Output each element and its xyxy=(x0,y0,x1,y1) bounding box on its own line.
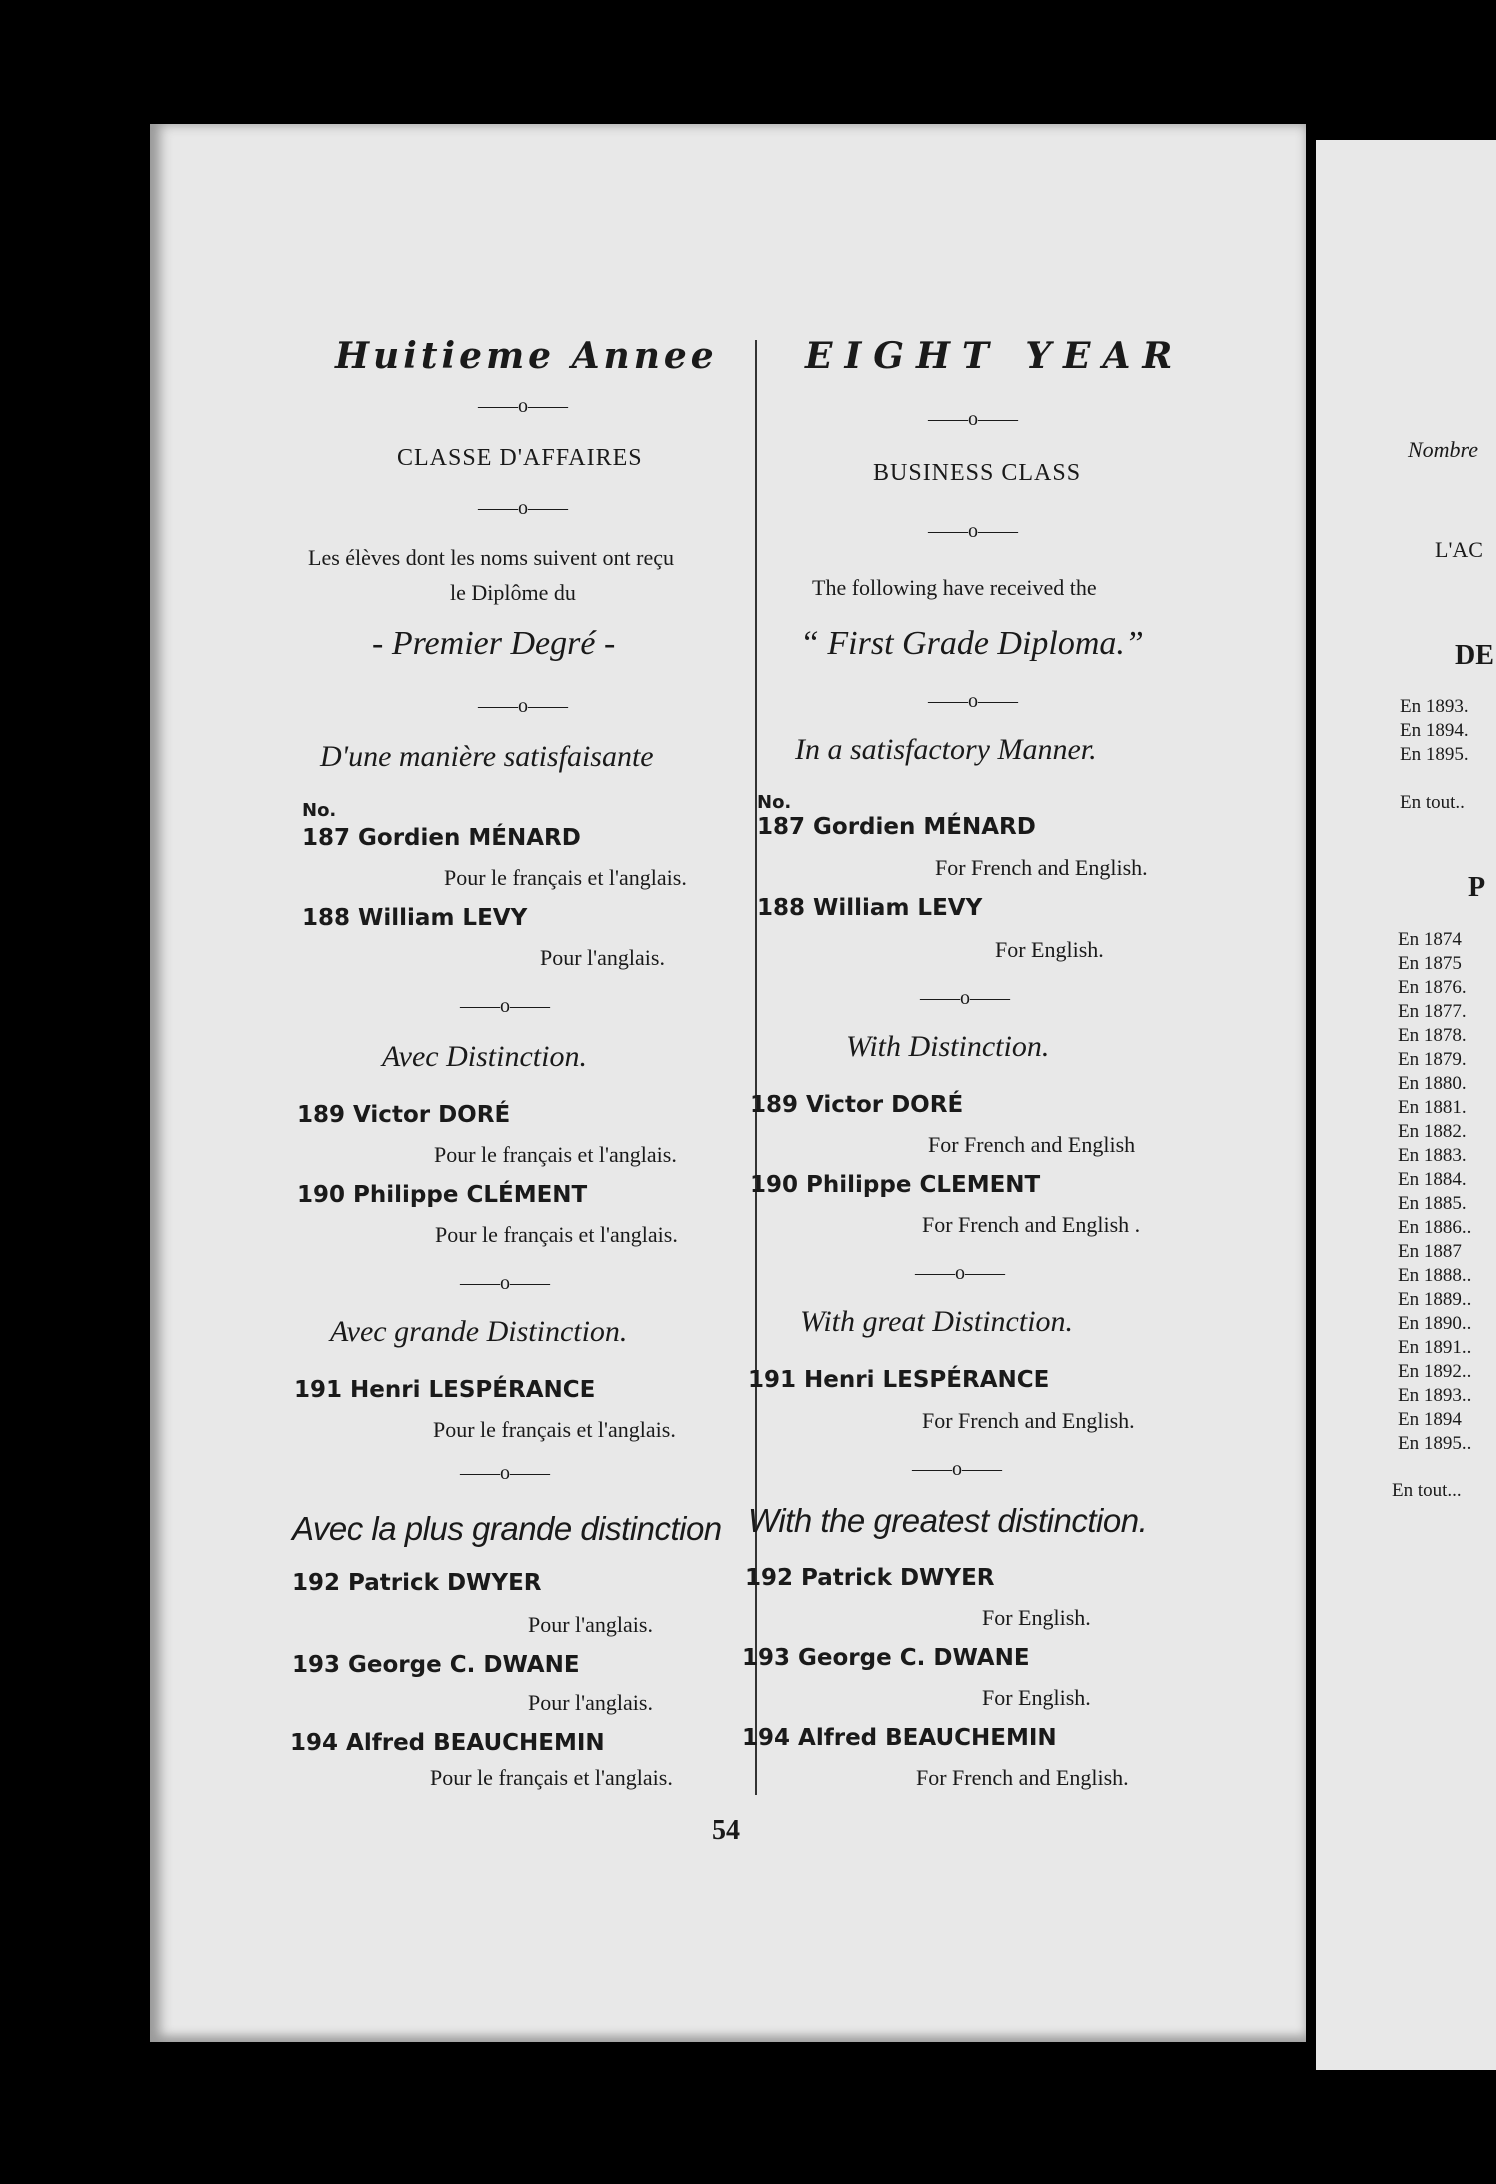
next-page-section: DE xyxy=(1455,640,1494,671)
year-item: En 1895. xyxy=(1400,744,1469,765)
student-note: For French and English. xyxy=(935,855,1148,880)
student-name: George C. DWANE xyxy=(798,1645,1030,1671)
student-entry xyxy=(757,895,982,921)
next-page-subheading: L'AC xyxy=(1435,537,1483,562)
year-item: En 1890.. xyxy=(1398,1313,1472,1334)
student-note: For French and English. xyxy=(916,1765,1129,1790)
student-name: William LEVY xyxy=(358,905,528,931)
student-number: 194 xyxy=(290,1730,339,1756)
student-number: 187 xyxy=(302,825,351,851)
student-note: For English. xyxy=(995,937,1104,962)
rule: ——o—— xyxy=(920,987,1010,1009)
student-entry xyxy=(292,1570,542,1596)
year-item: En 1877. xyxy=(1398,1001,1467,1022)
french-title: Huitieme Annee xyxy=(335,335,718,377)
section-heading: With great Distinction. xyxy=(800,1305,1074,1338)
student-name: Henri LESPÉRANCE xyxy=(350,1377,596,1403)
student-number: 189 xyxy=(297,1102,346,1128)
year-item: En 1895.. xyxy=(1398,1433,1472,1454)
student-note: For French and English xyxy=(928,1132,1136,1157)
year-item: En 1879. xyxy=(1398,1049,1467,1070)
student-entry xyxy=(742,1645,1030,1671)
year-item: En 1875 xyxy=(1398,953,1462,974)
student-entry xyxy=(750,1172,1040,1198)
student-number: 189 xyxy=(750,1092,799,1118)
class-name: BUSINESS CLASS xyxy=(873,460,1082,486)
student-entry xyxy=(742,1725,1057,1751)
student-number: 188 xyxy=(757,895,806,921)
student-name: Henri LESPÉRANCE xyxy=(804,1367,1050,1393)
student-number: 191 xyxy=(748,1367,797,1393)
student-name: Patrick DWYER xyxy=(348,1570,542,1596)
student-entry xyxy=(757,814,1036,840)
rule: ——o—— xyxy=(928,690,1018,712)
student-number: 193 xyxy=(742,1645,791,1671)
student-number: 192 xyxy=(745,1565,794,1591)
number-label: No. xyxy=(302,800,337,821)
year-item: En 1886.. xyxy=(1398,1217,1472,1238)
student-entry xyxy=(302,905,527,931)
student-name: Alfred BEAUCHEMIN xyxy=(346,1730,605,1756)
year-item: En 1880. xyxy=(1398,1073,1467,1094)
section-heading: D'une manière satisfaisante xyxy=(320,740,654,773)
student-name: Gordien MÉNARD xyxy=(813,814,1036,840)
student-note: Pour le français et l'anglais. xyxy=(430,1765,673,1790)
student-number: 190 xyxy=(297,1182,346,1208)
student-note: For English. xyxy=(982,1685,1091,1710)
year-item: En 1888.. xyxy=(1398,1265,1472,1286)
next-page-heading: Nombre xyxy=(1408,437,1479,462)
section-heading: Avec la plus grande distinction xyxy=(292,1510,722,1547)
student-number: 191 xyxy=(294,1377,343,1403)
student-note: Pour l'anglais. xyxy=(540,945,665,970)
student-entry xyxy=(748,1367,1049,1393)
student-number: 194 xyxy=(742,1725,791,1751)
year-item: En 1882. xyxy=(1398,1121,1467,1142)
student-note: For English. xyxy=(982,1605,1091,1630)
student-note: Pour le français et l'anglais. xyxy=(434,1142,677,1167)
year-item: En 1881. xyxy=(1398,1097,1467,1118)
student-name: Victor DORÉ xyxy=(353,1102,511,1128)
rule: ——o—— xyxy=(478,695,568,717)
student-entry xyxy=(294,1377,595,1403)
year-item: En 1889.. xyxy=(1398,1289,1472,1310)
total-label: En tout.. xyxy=(1400,792,1465,813)
rule: ——o—— xyxy=(460,1272,550,1294)
student-entry xyxy=(292,1652,580,1678)
year-item: En 1883. xyxy=(1398,1145,1467,1166)
section-heading: Avec Distinction. xyxy=(382,1040,587,1073)
student-entry xyxy=(745,1565,995,1591)
rule: ——o—— xyxy=(460,995,550,1017)
rule: ——o—— xyxy=(478,497,568,519)
rule: ——o—— xyxy=(912,1458,1002,1480)
student-entry xyxy=(302,825,581,851)
student-entry xyxy=(290,1730,605,1756)
student-name: Victor DORÉ xyxy=(806,1092,964,1118)
student-note: For French and English. xyxy=(922,1408,1135,1433)
student-name: Patrick DWYER xyxy=(801,1565,995,1591)
rule: ——o—— xyxy=(460,1462,550,1484)
section-heading: With the greatest distinction. xyxy=(748,1502,1148,1539)
year-item: En 1876. xyxy=(1398,977,1467,998)
class-name: CLASSE D'AFFAIRES xyxy=(397,445,643,471)
student-number: 190 xyxy=(750,1172,799,1198)
next-page-year-list xyxy=(1398,928,1471,1456)
student-note: Pour l'anglais. xyxy=(528,1612,653,1637)
student-note: Pour le français et l'anglais. xyxy=(444,865,687,890)
section-heading: With Distinction. xyxy=(846,1030,1050,1063)
student-entry xyxy=(750,1092,963,1118)
rule: ——o—— xyxy=(928,408,1018,430)
year-item: En 1894. xyxy=(1400,720,1469,741)
year-item: En 1894 xyxy=(1398,1409,1462,1430)
year-item: En 1893. xyxy=(1400,696,1469,717)
year-item: En 1892.. xyxy=(1398,1361,1472,1382)
intro-text-2: le Diplôme du xyxy=(450,580,576,605)
section-heading: Avec grande Distinction. xyxy=(330,1315,628,1348)
student-name: William LEVY xyxy=(813,895,983,921)
section-heading: In a satisfactory Manner. xyxy=(795,733,1097,766)
student-number: 187 xyxy=(757,814,806,840)
year-item: En 1887 xyxy=(1398,1241,1462,1262)
rule: ——o—— xyxy=(478,395,568,417)
student-note: For French and English . xyxy=(922,1212,1141,1237)
student-name: Alfred BEAUCHEMIN xyxy=(798,1725,1057,1751)
student-entry xyxy=(297,1102,510,1128)
student-note: Pour le français et l'anglais. xyxy=(433,1417,676,1442)
student-number: 192 xyxy=(292,1570,341,1596)
student-name: Philippe CLÉMENT xyxy=(353,1182,588,1208)
year-item: En 1878. xyxy=(1398,1025,1467,1046)
number-label: No. xyxy=(757,792,792,813)
student-name: Gordien MÉNARD xyxy=(358,825,581,851)
student-number: 193 xyxy=(292,1652,341,1678)
intro-text: The following have received the xyxy=(812,575,1097,600)
student-number: 188 xyxy=(302,905,351,931)
diploma-name: “ First Grade Diploma.” xyxy=(800,625,1144,662)
student-entry xyxy=(297,1182,587,1208)
rule: ——o—— xyxy=(928,520,1018,542)
total-label: En tout... xyxy=(1392,1480,1462,1501)
intro-text: Les élèves dont les noms suivent ont reçu xyxy=(308,545,674,570)
student-name: Philippe CLEMENT xyxy=(806,1172,1041,1198)
year-item: En 1893.. xyxy=(1398,1385,1472,1406)
year-item: En 1884. xyxy=(1398,1169,1467,1190)
year-item: En 1885. xyxy=(1398,1193,1467,1214)
next-page-year-list xyxy=(1400,695,1469,767)
student-name: George C. DWANE xyxy=(348,1652,580,1678)
student-note: Pour le français et l'anglais. xyxy=(435,1222,678,1247)
diploma-name: - Premier Degré - xyxy=(372,625,616,662)
year-item: En 1874 xyxy=(1398,929,1462,950)
rule: ——o—— xyxy=(915,1262,1005,1284)
student-note: Pour l'anglais. xyxy=(528,1690,653,1715)
page-number: 54 xyxy=(712,1815,740,1846)
next-page-section: P xyxy=(1468,872,1486,903)
english-title: EIGHT YEAR xyxy=(805,335,1185,377)
year-item: En 1891.. xyxy=(1398,1337,1472,1358)
